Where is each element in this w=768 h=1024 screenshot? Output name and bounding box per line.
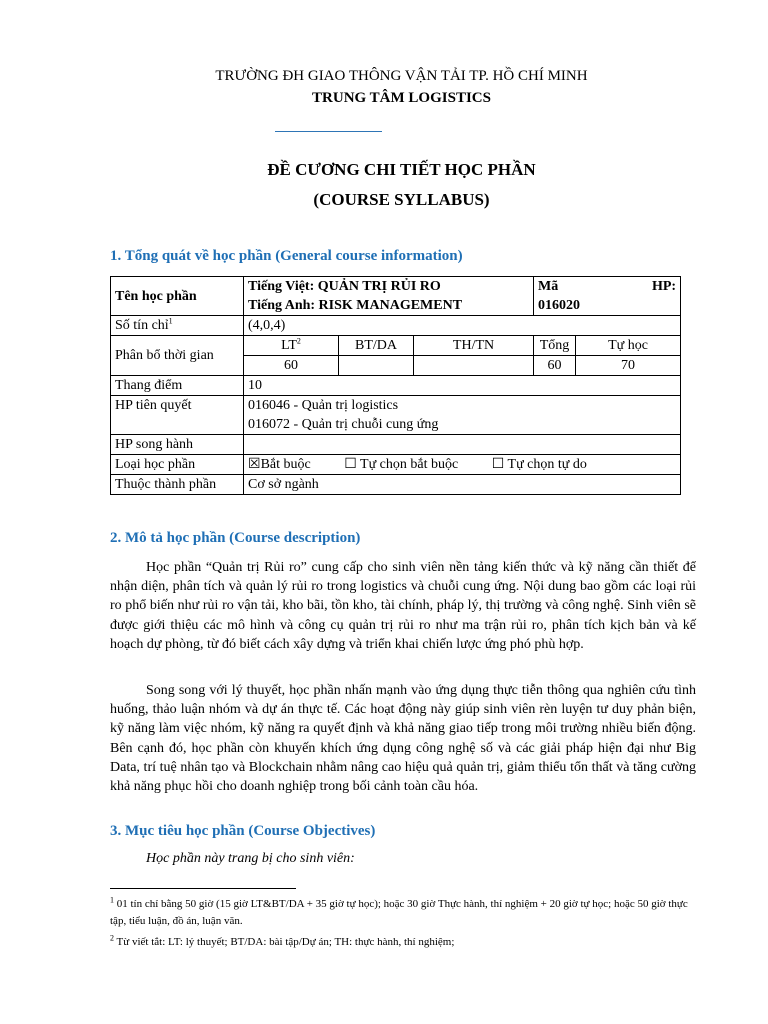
course-group-value: Cơ sở ngành bbox=[244, 475, 681, 495]
course-type-label: Loại học phần bbox=[111, 455, 244, 475]
time-value-bt bbox=[339, 356, 414, 376]
course-code-cell bbox=[534, 277, 681, 316]
prerequisite-label: HP tiên quyết bbox=[111, 396, 244, 435]
time-header-lt: $LT^2$ bbox=[244, 336, 339, 356]
parallel-course-label: HP song hành bbox=[111, 435, 244, 455]
course-info-table bbox=[110, 276, 681, 495]
course-type-options bbox=[244, 455, 681, 475]
section-3-heading: 3. Mục tiêu học phần (Course Objectives) bbox=[110, 823, 376, 839]
table-row bbox=[111, 376, 681, 396]
university-name: TRƯỜNG ĐH GIAO THÔNG VẬN TẢI TP. HỒ CHÍ MINH bbox=[215, 68, 588, 84]
description-paragraph-2: Song song với lý thuyết, học phần nhấn mạnh vào ứng dụng thực tiễn thông qua nghiên cứu tình huống, thảo luận nhóm và dự án thực tế. Các hoạt động này giúp sinh viên rèn luyện tư duy phản biện, kỹ năng làm việc nhóm, kỹ năng ra quyết định và khả năng giao tiếp trong môi trường nhiều biến động. Bên cạnh đó, học phần còn khuyến khích ứng dụng công nghệ số và các giải pháp hiện đại như Big Data, trí tuệ nhân tạo và Blockchain nhằm nâng cao hiệu quả quản trị, giảm thiểu tổn thất và tăng cường khả năng phục hồi cho doanh nghiệp trong bối cảnh toàn cầu hóa. bbox=[110, 683, 696, 795]
table-row bbox=[111, 435, 681, 455]
credits-value: (4,0,4) bbox=[244, 316, 681, 336]
document-title: ĐỀ CƯƠNG CHI TIẾT HỌC PHẦN bbox=[267, 160, 536, 179]
time-value-self: 70 bbox=[576, 356, 681, 376]
course-type-elective-free: ☐ Tự chọn tự do bbox=[491, 457, 587, 472]
time-header-th: TH/TN bbox=[414, 336, 534, 356]
description-paragraph-1: Học phần “Quản trị Rủi ro” cung cấp cho sinh viên nền tảng kiến thức và kỹ năng cần thiết để nhận diện, phân tích và quản lý rủi ro trong logistics và chuỗi cung ứng. Nội dung bao gồm các loại rủi ro phổ biến như rủi ro vận tải, kho bãi, tồn kho, tài chính, pháp lý, thị trường và công nghệ. Sinh viên sẽ được giới thiệu các mô hình và công cụ quản trị rủi ro như ma trận rủi ro, phân tích kịch bản và kế hoạch dự phòng, từ đó biết cách xây dựng và triển khai chiến lược ứng phó phù hợp. bbox=[110, 560, 696, 652]
section-2-heading: 2. Mô tả học phần (Course description) bbox=[110, 530, 361, 546]
footnote-ref-1: 1 bbox=[168, 316, 173, 326]
time-value-th bbox=[414, 356, 534, 376]
footnote-2: $^2$ Từ viết tắt: LT: lý thuyết; BT/DA: bài tập/Dự án; TH: thực hành, thí nghiệm; bbox=[110, 933, 455, 948]
course-name-vi: Tiếng Việt: QUẢN TRỊ RỦI RO bbox=[248, 279, 441, 294]
time-header-total: Tổng bbox=[534, 336, 576, 356]
grade-label: Thang điểm bbox=[111, 376, 244, 396]
parallel-course-value bbox=[244, 435, 681, 455]
footnote-divider bbox=[110, 888, 296, 889]
course-code-label-1: Mã bbox=[538, 279, 559, 294]
table-row bbox=[111, 277, 681, 316]
prerequisite-2: 016072 - Quản trị chuỗi cung ứng bbox=[248, 417, 439, 432]
time-allocation-label: Phân bổ thời gian bbox=[111, 336, 244, 376]
prerequisite-1: 016046 - Quản trị logistics bbox=[248, 398, 399, 413]
course-group-label: Thuộc thành phần bbox=[111, 475, 244, 495]
header-divider bbox=[275, 131, 382, 132]
course-name-cell bbox=[244, 277, 534, 316]
objectives-intro: Học phần này trang bị cho sinh viên: bbox=[146, 851, 355, 866]
credits-label: Số tín chỉ$^1$ bbox=[111, 316, 244, 336]
unchecked-box-icon: ☐ bbox=[491, 457, 505, 472]
unchecked-box-icon: ☐ bbox=[344, 457, 357, 472]
course-code-value: 016020 bbox=[538, 298, 581, 313]
prerequisite-cell bbox=[244, 396, 681, 435]
checked-box-icon: ☒ bbox=[248, 457, 261, 472]
footnote-ref-2: 2 bbox=[296, 336, 301, 346]
table-row bbox=[111, 316, 681, 336]
table-row bbox=[111, 475, 681, 495]
course-name-en: Tiếng Anh: RISK MANAGEMENT bbox=[248, 298, 463, 313]
time-value-lt: 60 bbox=[244, 356, 339, 376]
table-row bbox=[111, 396, 681, 435]
course-code-label-2: HP: bbox=[651, 279, 677, 294]
course-type-elective-required: ☐ Tự chọn bắt buộc bbox=[344, 457, 459, 472]
grade-value: 10 bbox=[244, 376, 681, 396]
footnote-1: $^1$ 01 tín chỉ bằng 50 giờ (15 giờ LT&BT/DA + 35 giờ tự học); hoặc 30 giờ Thực hành, thí nghiệm + 20 giờ tự học; hoặc 50 giờ thực tập, tiểu luận, đồ án, luận văn. bbox=[110, 895, 688, 927]
center-name: TRUNG TÂM LOGISTICS bbox=[312, 90, 491, 106]
document-subtitle: (COURSE SYLLABUS) bbox=[313, 190, 490, 209]
table-row bbox=[111, 336, 681, 356]
table-row bbox=[111, 455, 681, 475]
time-header-bt: BT/DA bbox=[339, 336, 414, 356]
time-value-total: 60 bbox=[534, 356, 576, 376]
course-type-mandatory: ☒Bắt buộc bbox=[248, 457, 311, 472]
time-header-self: Tự học bbox=[576, 336, 681, 356]
section-1-heading: 1. Tổng quát về học phần (General course information) bbox=[110, 248, 463, 264]
course-name-label: Tên học phần bbox=[111, 277, 244, 316]
